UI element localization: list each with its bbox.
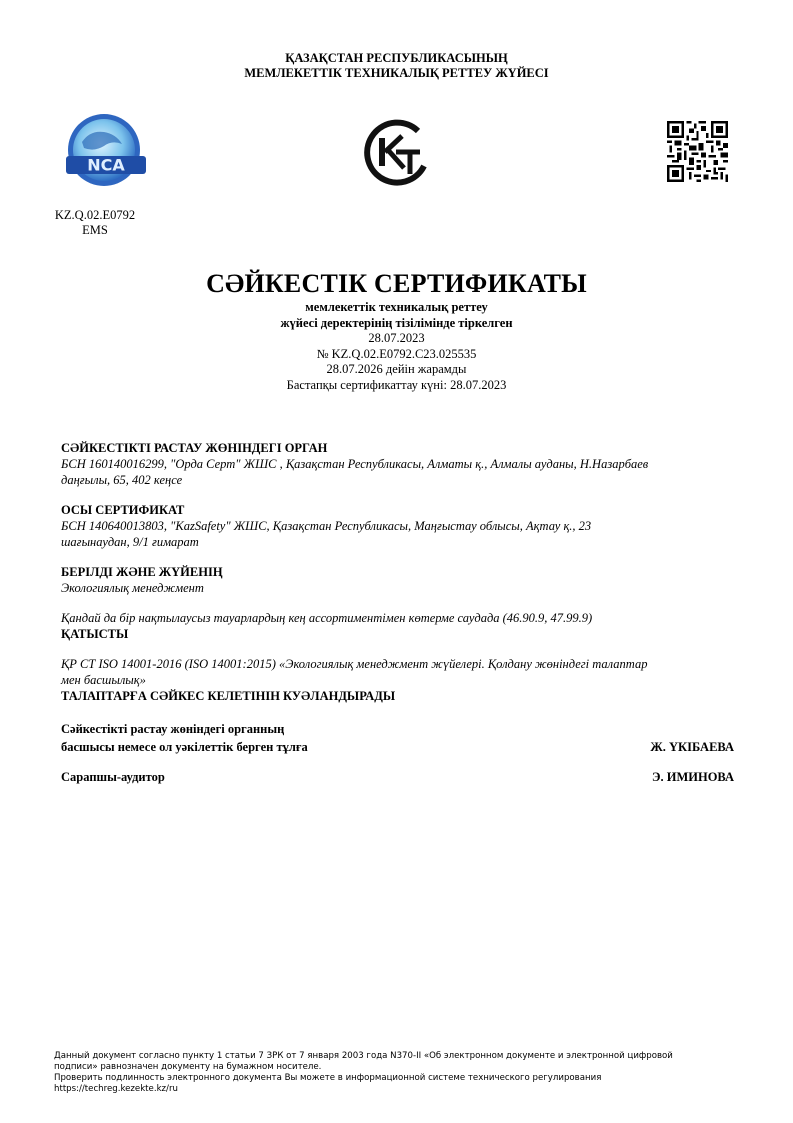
certificate-number: № KZ.Q.02.E0792.C23.025535 (316, 346, 477, 361)
footer-line-1: Данный документ согласно пункту 1 статьи 7 ЗРК от 7 января 2003 года N370-II «Об электронном документе и электронной цифровой (54, 1051, 673, 1061)
qr-code-icon (667, 121, 728, 182)
head-label-1: Сәйкестікті растау жөніндегі органның (61, 722, 285, 736)
cert-text-1: БСН 140640013803, "KazSafety" ЖШС, Қазақстан Республикасы, Маңғыстау облысы, Ақтау қ., 23 (61, 519, 592, 533)
scope-section (61, 610, 741, 642)
header-line-2: МЕМЛЕКЕТТІК ТЕХНИКАЛЫҚ РЕТТЕУ ЖҮЙЕСІ (244, 66, 549, 80)
system-heading: БЕРІЛДІ ЖӘНЕ ЖҮЙЕНІҢ (61, 565, 223, 579)
standard-section (61, 656, 741, 704)
cert-holder-section (61, 502, 741, 550)
cert-heading: ОСЫ СЕРТИФИКАТ (61, 503, 185, 517)
organ-text-1: БСН 160140016299, "Орда Серт" ЖШС , Қазақстан Республикасы, Алматы қ., Алмалы ауданы, Н.Назарбаев (61, 457, 649, 471)
auditor-label: Сарапшы-аудитор (61, 770, 165, 784)
certificate-title: СӘЙКЕСТІК СЕРТИФИКАТЫ (206, 269, 587, 298)
registration-block (40, 208, 150, 238)
footer-line-3: Проверить подлинность электронного документа Вы можете в информационной системе технического регулирования (54, 1073, 602, 1083)
head-signature (61, 721, 734, 755)
head-name: Ж. ҮКІБАЕВА (650, 740, 734, 754)
kz-conformity-mark-icon (358, 114, 434, 190)
auditor-signature (61, 769, 734, 785)
organ-heading: СӘЙКЕСТІКТІ РАСТАУ ЖӨНІНДЕГІ ОРГАН (61, 441, 328, 455)
organ-section (61, 440, 741, 488)
footer-disclaimer (54, 1051, 744, 1095)
conformity-heading: ТАЛАПТАРҒА СӘЙКЕС КЕЛЕТІНІН КУӘЛАНДЫРАДЫ (61, 689, 396, 703)
certificate-details (0, 300, 793, 393)
cert-text-2: шағынаудан, 9/1 ғимарат (61, 535, 199, 549)
standard-text-1: ҚР СТ ISO 14001-2016 (ISO 14001:2015) «Экологиялық менеджмент жүйелері. Қолдану жөніндегі талаптар (61, 657, 648, 671)
standard-text-2: мен басшылық» (61, 673, 146, 687)
system-text: Экологиялық менеджмент (61, 581, 204, 595)
initial-cert-date: Бастапқы сертификаттау күні: 28.07.2023 (286, 377, 507, 392)
nca-logo-text: NCA (87, 155, 125, 175)
registration-code: KZ.Q.02.E0792 (54, 208, 136, 222)
nca-logo (60, 112, 152, 192)
scope-text: Қандай да бір нақтылаусыз тауарлардың кең ассортиментімен көтерме саудада (46.90.9, 47.99.9) (61, 611, 593, 625)
footer-line-2: подписи» равнозначен документу на бумажном носителе. (54, 1062, 322, 1072)
head-label-2: басшысы немесе ол уәкілеттік берген тұлға (61, 740, 308, 754)
valid-until: 28.07.2026 дейін жарамды (326, 362, 467, 376)
scope-heading: ҚАТЫСТЫ (61, 627, 129, 641)
registration-type: EMS (82, 223, 108, 237)
document-header (0, 51, 793, 81)
subtitle-line-2: жүйесі деректерінің тізілімінде тіркелген (280, 315, 513, 330)
subtitle-line-1: мемлекеттік техникалық реттеу (305, 300, 488, 314)
footer-link[interactable]: https://techreg.kezekte.kz/ru (54, 1084, 178, 1094)
registration-date: 28.07.2023 (368, 331, 425, 345)
organ-text-2: даңғылы, 65, 402 кеңсе (61, 473, 183, 487)
header-line-1: ҚАЗАҚСТАН РЕСПУБЛИКАСЫНЫҢ (285, 51, 508, 65)
system-section (61, 564, 741, 596)
auditor-name: Э. ИМИНОВА (652, 770, 734, 784)
